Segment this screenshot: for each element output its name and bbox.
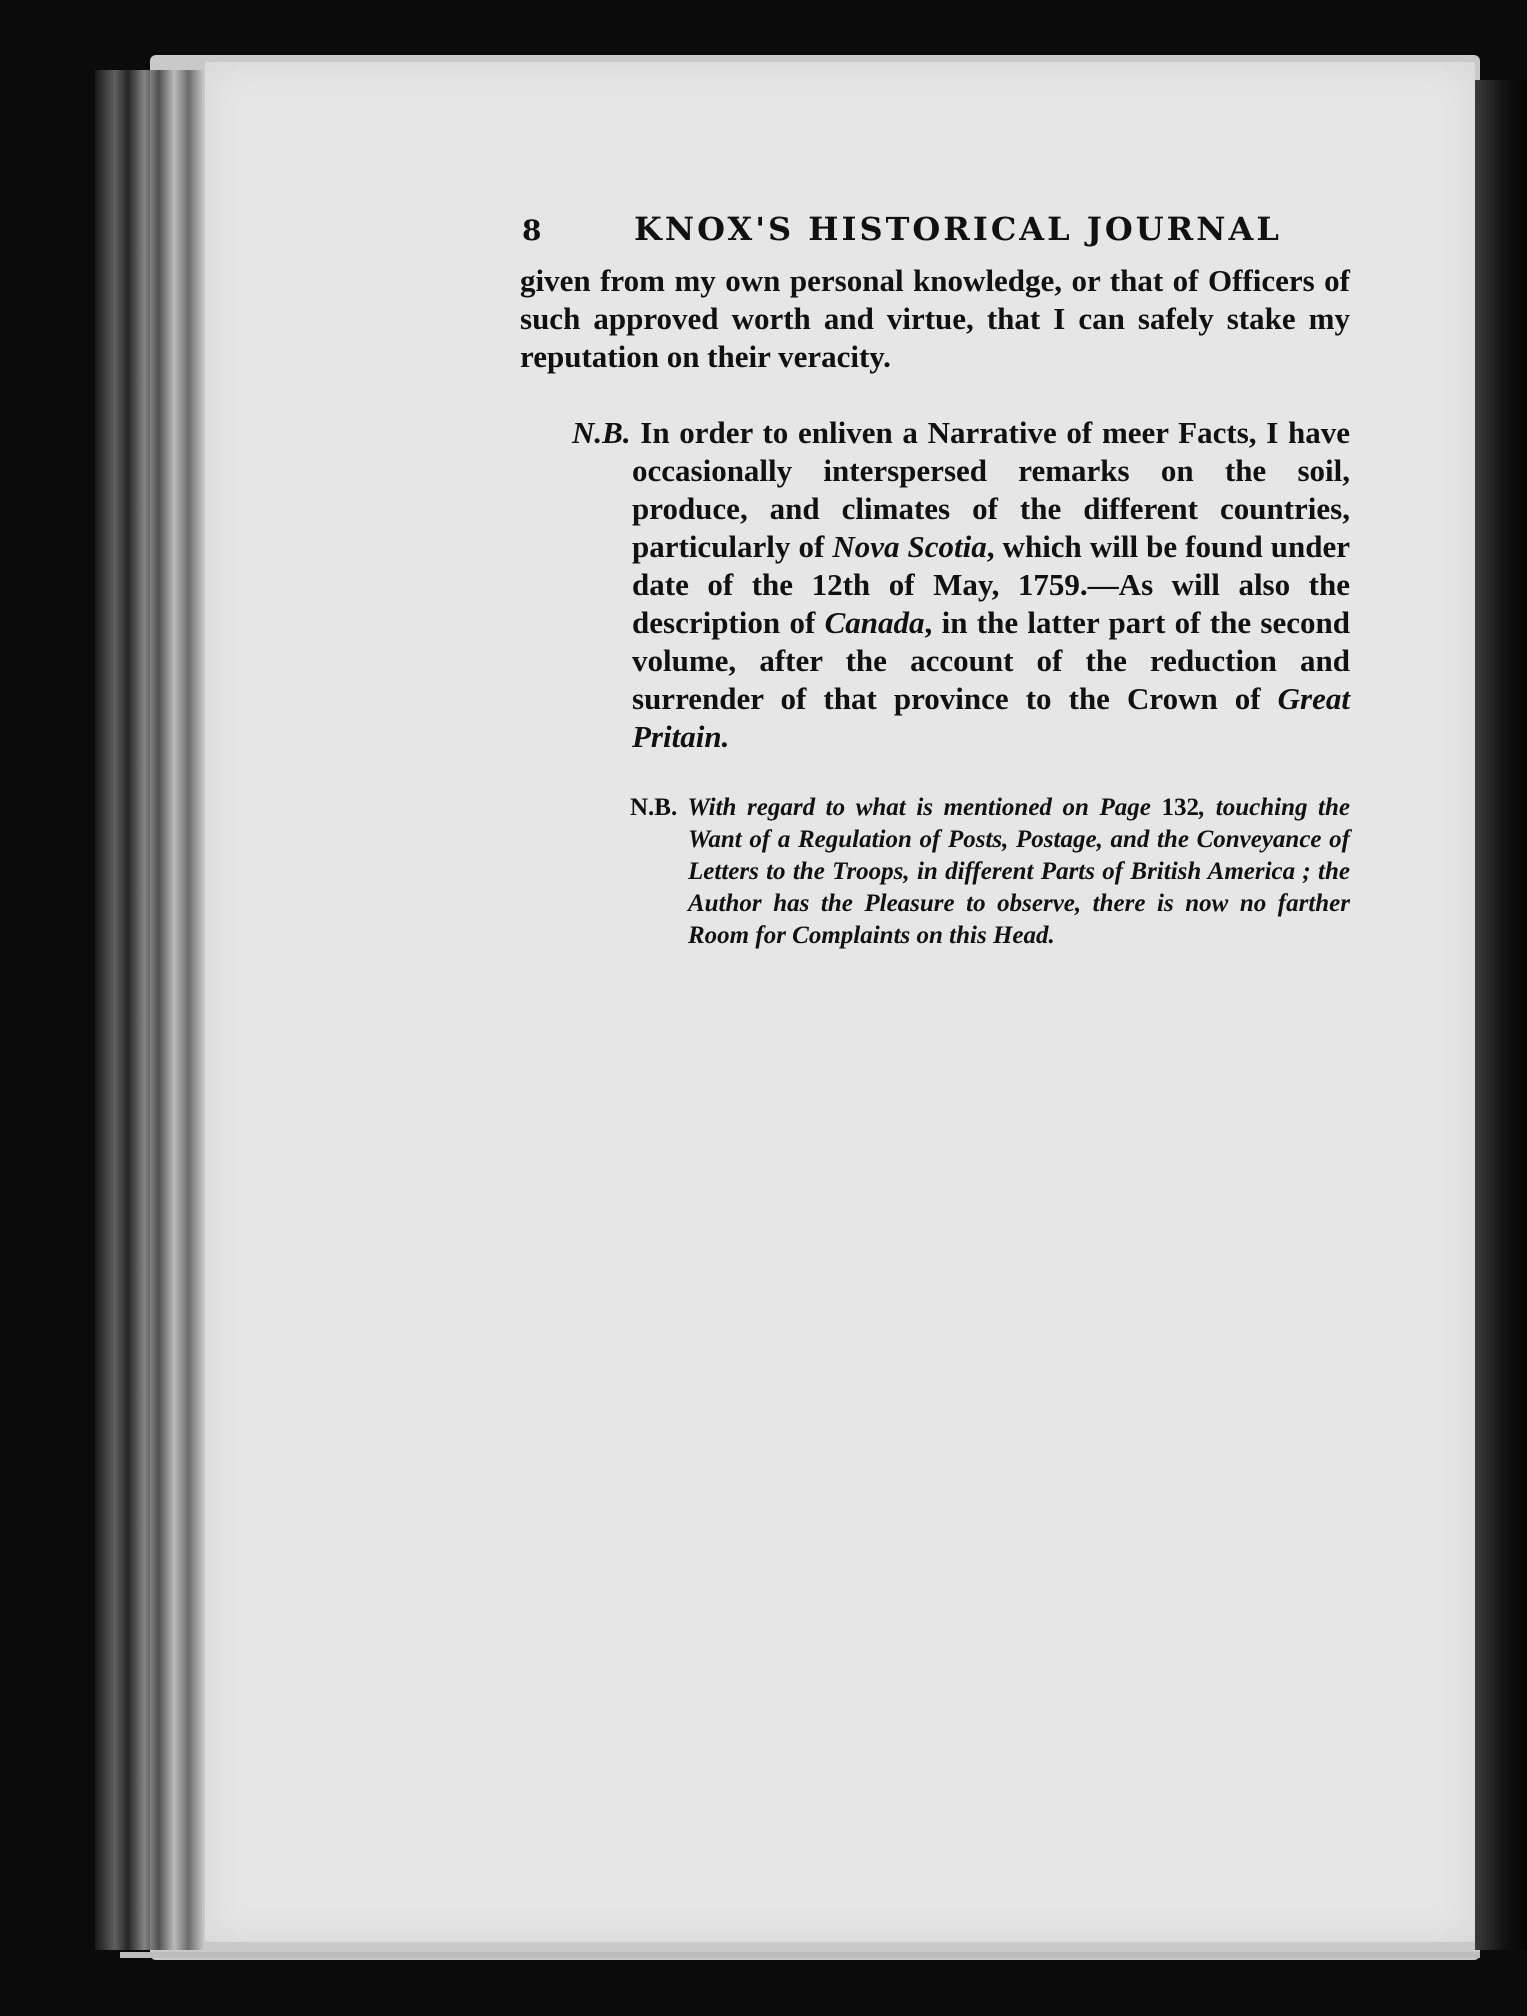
running-head — [522, 210, 1350, 248]
body-paragraph: given from my own personal knowledge, or that of Officers of such approved worth and virtue, that I can safely stake my reputation on their veracity. — [520, 263, 1350, 374]
note-label: N.B. — [630, 794, 678, 821]
note-first — [572, 414, 1350, 756]
page-number: 8 — [522, 214, 542, 247]
note-text: , touching the Want of a Regulation of Posts, Postage, and the Conveyance of Letters to the Troops, in different Parts of British America ; the Author has the Pleasure to observe, there is now no farther Room for Complaints on this Head. — [688, 794, 1350, 949]
note-italic-place: Canada — [824, 605, 925, 640]
book-gutter — [95, 70, 205, 1950]
note-text: , in the latter part of the second volume, after the account of the reduction and surrender of that province to the Crown of — [632, 605, 1350, 716]
running-title: KNOX'S HISTORICAL JOURNAL — [634, 210, 1282, 248]
page-text-block — [520, 210, 1350, 977]
note-label: N.B. — [572, 415, 631, 450]
note-text: With regard to what is mentioned on Page — [677, 794, 1162, 821]
bottom-page-edge — [120, 1952, 1480, 1958]
note-text: In order to enliven a Narrative of meer Facts, I have occasionally interspersed remarks on the soil, produce, and climates of the different countries, particularly of — [630, 415, 1350, 564]
page-reference: 132 — [1161, 794, 1199, 821]
note-text: , which will be found under date of the 12th of May, 1759.—As will also the description of — [632, 529, 1350, 640]
note-second — [630, 792, 1350, 952]
note-italic-place: Nova Scotia — [832, 529, 987, 564]
note-italic-place: Great Pritain. — [632, 681, 1350, 754]
right-binding-shadow — [1475, 80, 1527, 1950]
